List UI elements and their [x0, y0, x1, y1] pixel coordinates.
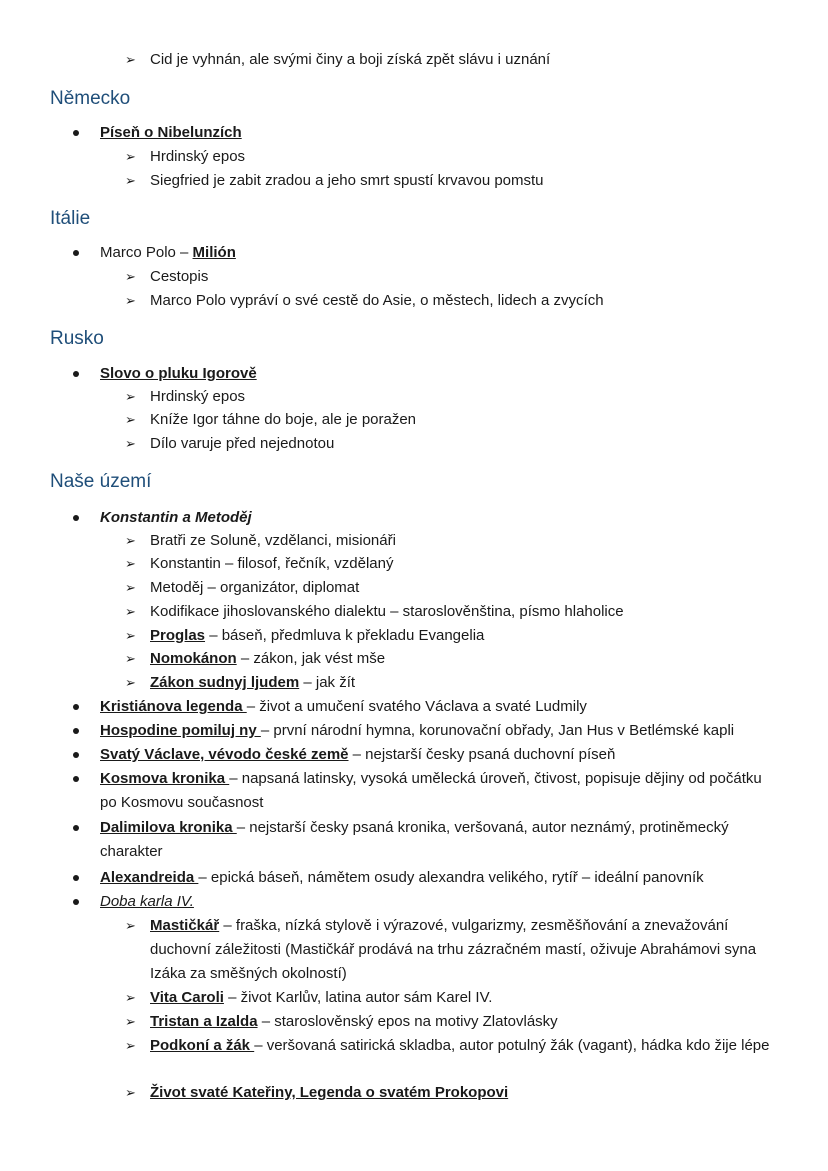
- arrowhead-icon: ➢: [125, 52, 136, 67]
- list-item: Píseň o Nibelunzích: [100, 124, 242, 141]
- bullet-dot-icon: [73, 875, 79, 881]
- list-item: Konstantin – filosof, řečník, vzdělaný: [150, 555, 394, 572]
- arrowhead-icon: ➢: [125, 556, 136, 571]
- bullet-dot-icon: [73, 704, 79, 710]
- list-item: Hrdinský epos: [150, 148, 246, 165]
- list-item: Nomokánon – zákon, jak vést mše: [150, 650, 386, 667]
- bullet-dot-icon: [73, 752, 79, 758]
- section-heading: Rusko: [50, 328, 104, 349]
- list-item: Proglas – báseň, předmluva k překladu Evangelia: [150, 627, 485, 644]
- list-item: Slovo o pluku Igorově: [100, 365, 257, 382]
- list-item: Podkoní a žák – veršovaná satirická skladba, autor potulný žák (vagant), hádka kdo žije lépe: [150, 1037, 770, 1054]
- list-item: Alexandreida – epická báseň, námětem osudy alexandra velikého, rytíř – ideální panovník: [100, 869, 704, 886]
- arrowhead-icon: ➢: [125, 412, 136, 427]
- list-item: Hospodine pomiluj ny – první národní hymna, korunovační obřady, Jan Hus v Betlémské kapli: [100, 722, 735, 739]
- bullet-dot-icon: [73, 371, 79, 377]
- list-item: Tristan a Izalda – staroslověnský epos na motivy Zlatovlásky: [150, 1013, 558, 1030]
- bullet-dot-icon: [73, 825, 79, 831]
- arrowhead-icon: ➢: [125, 918, 136, 933]
- list-item: Kníže Igor táhne do boje, ale je poražen: [150, 411, 417, 428]
- arrowhead-icon: ➢: [125, 173, 136, 188]
- arrowhead-icon: ➢: [125, 990, 136, 1005]
- arrowhead-icon: ➢: [125, 651, 136, 666]
- list-item: Kodifikace jihoslovanského dialektu – staroslověnština, písmo hlaholice: [150, 603, 624, 620]
- arrowhead-icon: ➢: [125, 436, 136, 451]
- arrowhead-icon: ➢: [125, 1038, 136, 1053]
- list-item: Zákon sudnyj ljudem – jak žít: [150, 674, 356, 691]
- list-item: Bratři ze Soluně, vzdělanci, misionáři: [150, 532, 396, 549]
- bullet-dot-icon: [73, 728, 79, 734]
- section-heading: Německo: [50, 88, 131, 109]
- list-item: Cestopis: [150, 268, 209, 285]
- bullet-dot-icon: [73, 515, 79, 521]
- bullet-dot-icon: [73, 776, 79, 782]
- arrowhead-icon: ➢: [125, 389, 136, 404]
- arrowhead-icon: ➢: [125, 533, 136, 548]
- list-item: Kristiánova legenda – život a umučení svatého Václava a svaté Ludmily: [100, 698, 587, 715]
- list-item: Hrdinský epos: [150, 388, 246, 405]
- arrowhead-icon: ➢: [125, 628, 136, 643]
- arrowhead-icon: ➢: [125, 675, 136, 690]
- list-item: Konstantin a Metoděj: [100, 509, 252, 526]
- list-item: Kosmova kronika – napsaná latinsky, vysoká umělecká úroveň, čtivost, popisuje dějiny od počátku po Kosmovu současnost: [100, 770, 762, 811]
- arrowhead-icon: ➢: [125, 1085, 136, 1100]
- section-heading: Itálie: [50, 208, 91, 229]
- list-item: Marco Polo – Milión: [100, 244, 236, 261]
- arrowhead-icon: ➢: [125, 580, 136, 595]
- list-item: Vita Caroli – život Karlův, latina autor sám Karel IV.: [150, 989, 493, 1006]
- list-item: Cid je vyhnán, ale svými činy a boji získá zpět slávu i uznání: [150, 51, 551, 68]
- bullet-dot-icon: [73, 250, 79, 256]
- arrowhead-icon: ➢: [125, 149, 136, 164]
- list-item: Dalimilova kronika – nejstarší česky psaná kronika, veršovaná, autor neznámý, protiněmecký charakter: [100, 819, 729, 860]
- bullet-dot-icon: [73, 899, 79, 905]
- list-item: Marco Polo vypráví o své cestě do Asie, o městech, lidech a zvycích: [150, 292, 604, 309]
- list-item: Mastičkář – fraška, nízká stylově i výrazové, vulgarizmy, zesměšňování a znevažování duchovní záležitosti (Mastičkář prodává na trhu zázračném mastí, oživuje Abrahámovi syna Izáka za směšných okolností): [150, 917, 757, 982]
- list-item: Dílo varuje před nejednotou: [150, 435, 335, 452]
- arrowhead-icon: ➢: [125, 269, 136, 284]
- arrowhead-icon: ➢: [125, 1014, 136, 1029]
- list-item: Metoděj – organizátor, diplomat: [150, 579, 360, 596]
- arrowhead-icon: ➢: [125, 604, 136, 619]
- list-item: Siegfried je zabit zradou a jeho smrt spustí krvavou pomstu: [150, 172, 544, 189]
- section-heading: Naše území: [50, 471, 152, 492]
- list-item: Svatý Václave, vévodo české země – nejstarší česky psaná duchovní píseň: [100, 746, 616, 763]
- bullet-dot-icon: [73, 130, 79, 136]
- arrowhead-icon: ➢: [125, 293, 136, 308]
- list-item: Život svaté Kateřiny, Legenda o svatém Prokopovi: [150, 1084, 509, 1101]
- list-item: Doba karla IV.: [100, 893, 194, 910]
